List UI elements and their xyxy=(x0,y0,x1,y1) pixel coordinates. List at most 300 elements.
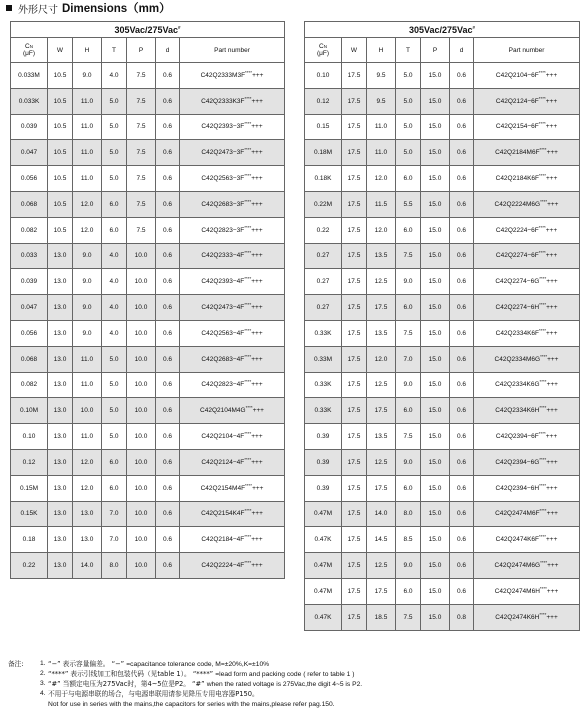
cell-h: 11.0 xyxy=(73,140,102,166)
cell-d: 0.6 xyxy=(450,191,474,217)
cell-w: 13.0 xyxy=(48,346,73,372)
cell-t: 8.0 xyxy=(396,501,421,527)
cell-h: 9.5 xyxy=(367,63,396,89)
cell-w: 10.5 xyxy=(48,217,73,243)
cell-d: 0.6 xyxy=(156,114,180,140)
cell-h: 11.0 xyxy=(73,424,102,450)
cell-h: 13.5 xyxy=(367,424,396,450)
cell-w: 10.5 xyxy=(48,114,73,140)
cell-t: 6.0 xyxy=(396,398,421,424)
cell-w: 17.5 xyxy=(342,501,367,527)
cell-d: 0.6 xyxy=(156,217,180,243)
table-row xyxy=(305,114,580,140)
table-row xyxy=(305,346,580,372)
cell-p: 15.0 xyxy=(421,475,450,501)
cell-w: 13.0 xyxy=(48,527,73,553)
cell-capacitance: 0.047 xyxy=(11,140,48,166)
cell-t: 5.0 xyxy=(396,63,421,89)
cell-capacitance: 0.056 xyxy=(11,166,48,192)
cell-part-number: C42Q2224−4F****+++ xyxy=(180,553,285,579)
cell-t: 8.0 xyxy=(102,553,127,579)
cell-t: 7.5 xyxy=(396,320,421,346)
table-row xyxy=(11,398,285,424)
cell-part-number: C42Q2394−6G****+++ xyxy=(474,449,580,475)
cell-t: 5.0 xyxy=(102,166,127,192)
cell-h: 9.0 xyxy=(73,269,102,295)
table-row xyxy=(11,243,285,269)
cell-part-number: C42Q2124−6F****+++ xyxy=(474,88,580,114)
cell-part-number: C42Q2274−6F****+++ xyxy=(474,243,580,269)
cell-capacitance: 0.10 xyxy=(11,424,48,450)
cell-t: 4.0 xyxy=(102,295,127,321)
cell-p: 10.0 xyxy=(127,295,156,321)
cell-part-number: C42Q2474K6H****+++ xyxy=(474,604,580,630)
table-row xyxy=(11,217,285,243)
cell-t: 9.0 xyxy=(396,553,421,579)
cell-h: 12.5 xyxy=(367,449,396,475)
note-item xyxy=(8,660,580,670)
cell-p: 15.0 xyxy=(421,553,450,579)
cell-capacitance: 0.12 xyxy=(305,88,342,114)
cell-h: 11.0 xyxy=(367,114,396,140)
cell-capacitance: 0.47M xyxy=(305,553,342,579)
square-bullet-icon xyxy=(6,5,12,11)
cell-capacitance: 0.47M xyxy=(305,501,342,527)
cell-t: 4.0 xyxy=(102,269,127,295)
col-header-w: W xyxy=(48,38,73,63)
cell-p: 7.5 xyxy=(127,217,156,243)
cell-h: 9.0 xyxy=(73,320,102,346)
cell-t: 5.0 xyxy=(102,140,127,166)
cell-h: 14.0 xyxy=(73,553,102,579)
cell-d: 0.6 xyxy=(156,191,180,217)
cell-t: 9.0 xyxy=(396,269,421,295)
cell-d: 0.6 xyxy=(450,295,474,321)
note-text: 不用于与电源串联的场合，与电源串联用请参见降压专用电容器P150。 xyxy=(48,689,259,698)
cell-h: 12.5 xyxy=(367,372,396,398)
cell-w: 17.5 xyxy=(342,553,367,579)
cell-h: 17.5 xyxy=(367,295,396,321)
cell-part-number: C42Q2224M6G****+++ xyxy=(474,191,580,217)
cell-t: 6.0 xyxy=(102,191,127,217)
cell-t: 6.0 xyxy=(396,295,421,321)
cell-h: 17.5 xyxy=(367,578,396,604)
cell-p: 10.0 xyxy=(127,346,156,372)
table-row xyxy=(11,424,285,450)
cell-capacitance: 0.47K xyxy=(305,527,342,553)
cell-p: 15.0 xyxy=(421,269,450,295)
col-header-w: W xyxy=(342,38,367,63)
cell-p: 15.0 xyxy=(421,578,450,604)
cell-w: 13.0 xyxy=(48,475,73,501)
cell-t: 7.0 xyxy=(102,501,127,527)
cell-w: 17.5 xyxy=(342,424,367,450)
cell-w: 13.0 xyxy=(48,398,73,424)
cell-w: 17.5 xyxy=(342,191,367,217)
cell-part-number: C42Q2333K3F****+++ xyxy=(180,88,285,114)
cell-w: 17.5 xyxy=(342,269,367,295)
note-number: 4. xyxy=(40,689,46,697)
table-row xyxy=(305,320,580,346)
cell-capacitance: 0.18M xyxy=(305,140,342,166)
cell-t: 6.0 xyxy=(102,449,127,475)
table-row xyxy=(305,295,580,321)
cell-w: 17.5 xyxy=(342,527,367,553)
cell-p: 15.0 xyxy=(421,398,450,424)
cell-p: 15.0 xyxy=(421,217,450,243)
cell-t: 6.0 xyxy=(396,578,421,604)
cell-d: 0.6 xyxy=(156,553,180,579)
table-row xyxy=(305,140,580,166)
cell-part-number: C42Q2154K4F****+++ xyxy=(180,501,285,527)
note-number: 1. xyxy=(40,660,46,667)
cell-d: 0.6 xyxy=(450,346,474,372)
cell-capacitance: 0.10M xyxy=(11,398,48,424)
cell-p: 7.5 xyxy=(127,63,156,89)
table-body xyxy=(11,63,285,579)
cell-d: 0.8 xyxy=(450,604,474,630)
cell-t: 5.5 xyxy=(396,191,421,217)
table-row xyxy=(11,114,285,140)
cell-part-number: C42Q2394−6F****+++ xyxy=(474,424,580,450)
cell-part-number: C42Q2154−6F****+++ xyxy=(474,114,580,140)
cell-w: 17.5 xyxy=(342,243,367,269)
notes-label: 备注: xyxy=(8,660,24,668)
cell-w: 10.5 xyxy=(48,140,73,166)
cell-part-number: C42Q2104−6F****+++ xyxy=(474,63,580,89)
cell-d: 0.6 xyxy=(156,243,180,269)
cell-h: 13.0 xyxy=(73,501,102,527)
cell-d: 0.6 xyxy=(450,449,474,475)
cell-part-number: C42Q2394−6H****+++ xyxy=(474,475,580,501)
cell-d: 0.6 xyxy=(156,527,180,553)
table-row xyxy=(305,166,580,192)
cell-w: 17.5 xyxy=(342,398,367,424)
table-row xyxy=(11,191,285,217)
cell-capacitance: 0.22 xyxy=(11,553,48,579)
cell-w: 13.0 xyxy=(48,320,73,346)
cell-p: 7.5 xyxy=(127,140,156,166)
col-header-capacitance: CN (μF) xyxy=(11,38,48,63)
cell-d: 0.6 xyxy=(156,424,180,450)
cell-part-number: C42Q2184−4F****+++ xyxy=(180,527,285,553)
heading-en: Dimensions（mm） xyxy=(62,3,171,15)
cell-p: 10.0 xyxy=(127,424,156,450)
cell-h: 9.0 xyxy=(73,295,102,321)
cell-h: 12.0 xyxy=(73,475,102,501)
cell-part-number: C42Q2184K6F****+++ xyxy=(474,166,580,192)
cell-part-number: C42Q2393−3F****+++ xyxy=(180,114,285,140)
cell-t: 6.0 xyxy=(102,217,127,243)
cell-p: 15.0 xyxy=(421,191,450,217)
table-row xyxy=(11,63,285,89)
cell-part-number: C42Q2104−4F****+++ xyxy=(180,424,285,450)
cell-capacitance: 0.033M xyxy=(11,63,48,89)
cell-part-number: C42Q2334K6H****+++ xyxy=(474,398,580,424)
cell-part-number: C42Q2473−3F****+++ xyxy=(180,140,285,166)
col-header-capacitance: CN (μF) xyxy=(305,38,342,63)
cell-capacitance: 0.33K xyxy=(305,320,342,346)
cell-d: 0.6 xyxy=(156,140,180,166)
cell-t: 6.0 xyxy=(396,475,421,501)
cell-p: 7.5 xyxy=(127,166,156,192)
table-row xyxy=(305,269,580,295)
cell-w: 17.5 xyxy=(342,604,367,630)
cell-t: 7.5 xyxy=(396,243,421,269)
cell-capacitance: 0.33K xyxy=(305,372,342,398)
cell-w: 13.0 xyxy=(48,243,73,269)
cell-p: 15.0 xyxy=(421,63,450,89)
cell-part-number: C42Q2563−4F****+++ xyxy=(180,320,285,346)
cell-d: 0.6 xyxy=(450,88,474,114)
cell-t: 6.0 xyxy=(102,475,127,501)
cell-t: 5.0 xyxy=(396,114,421,140)
cell-p: 15.0 xyxy=(421,88,450,114)
cell-part-number: C42Q2333M3F****+++ xyxy=(180,63,285,89)
cell-part-number: C42Q2393−4F****+++ xyxy=(180,269,285,295)
cell-part-number: C42Q2474M6G****+++ xyxy=(474,553,580,579)
cell-w: 17.5 xyxy=(342,320,367,346)
cell-capacitance: 0.033K xyxy=(11,88,48,114)
table-row xyxy=(11,553,285,579)
cell-w: 13.0 xyxy=(48,269,73,295)
col-header-t: T xyxy=(102,38,127,63)
cell-p: 10.0 xyxy=(127,553,156,579)
dimensions-table-left xyxy=(10,21,285,579)
table-row xyxy=(11,269,285,295)
table-title: 305Vac/275Vac# xyxy=(11,22,285,38)
cell-p: 15.0 xyxy=(421,346,450,372)
cell-part-number: C42Q2104M4G****+++ xyxy=(180,398,285,424)
cell-capacitance: 0.068 xyxy=(11,346,48,372)
table-row xyxy=(11,372,285,398)
cell-part-number: C42Q2474M6F****+++ xyxy=(474,501,580,527)
cell-p: 10.0 xyxy=(127,269,156,295)
cell-part-number: C42Q2334K6F****+++ xyxy=(474,320,580,346)
table-row xyxy=(305,88,580,114)
cell-d: 0.6 xyxy=(450,269,474,295)
cell-t: 5.0 xyxy=(102,398,127,424)
cell-t: 7.0 xyxy=(102,527,127,553)
cell-p: 10.0 xyxy=(127,475,156,501)
cell-capacitance: 0.39 xyxy=(305,449,342,475)
col-header-part-number: Part number xyxy=(474,38,580,63)
col-header-d: d xyxy=(156,38,180,63)
table-row xyxy=(305,578,580,604)
cell-h: 11.0 xyxy=(73,372,102,398)
cell-part-number: C42Q2823−4F****+++ xyxy=(180,372,285,398)
table-row xyxy=(11,475,285,501)
cell-part-number: C42Q2563−3F****+++ xyxy=(180,166,285,192)
cell-p: 15.0 xyxy=(421,166,450,192)
cell-p: 10.0 xyxy=(127,372,156,398)
table-row xyxy=(11,527,285,553)
cell-part-number: C42Q2683−3F****+++ xyxy=(180,191,285,217)
cell-d: 0.6 xyxy=(156,166,180,192)
cell-w: 17.5 xyxy=(342,88,367,114)
cell-h: 10.0 xyxy=(73,398,102,424)
cell-part-number: C42Q2333−4F****+++ xyxy=(180,243,285,269)
cell-capacitance: 0.22 xyxy=(305,217,342,243)
cell-d: 0.6 xyxy=(156,88,180,114)
cell-d: 0.6 xyxy=(450,243,474,269)
cell-t: 4.0 xyxy=(102,243,127,269)
cell-h: 11.0 xyxy=(73,346,102,372)
cell-h: 11.0 xyxy=(367,140,396,166)
col-header-h: H xyxy=(73,38,102,63)
cell-h: 12.0 xyxy=(73,191,102,217)
cell-w: 10.5 xyxy=(48,166,73,192)
cell-part-number: C42Q2224−6F****+++ xyxy=(474,217,580,243)
cell-p: 10.0 xyxy=(127,449,156,475)
cell-w: 13.0 xyxy=(48,295,73,321)
cell-t: 6.0 xyxy=(396,217,421,243)
cell-p: 7.5 xyxy=(127,191,156,217)
cell-h: 12.0 xyxy=(367,217,396,243)
cell-h: 13.5 xyxy=(367,243,396,269)
cell-t: 5.0 xyxy=(396,140,421,166)
table-row xyxy=(11,449,285,475)
cell-w: 17.5 xyxy=(342,217,367,243)
cell-d: 0.6 xyxy=(450,320,474,346)
cell-part-number: C42Q2474M6H****+++ xyxy=(474,578,580,604)
cell-capacitance: 0.47M xyxy=(305,578,342,604)
cell-capacitance: 0.47K xyxy=(305,604,342,630)
cell-t: 4.0 xyxy=(102,63,127,89)
cell-capacitance: 0.15M xyxy=(11,475,48,501)
table-row xyxy=(305,63,580,89)
cell-w: 17.5 xyxy=(342,372,367,398)
cell-part-number: C42Q2474K6F****+++ xyxy=(474,527,580,553)
cell-t: 5.0 xyxy=(102,346,127,372)
section-heading xyxy=(6,1,171,15)
cell-p: 7.5 xyxy=(127,88,156,114)
table-row xyxy=(11,88,285,114)
cell-part-number: C42Q2473−4F****+++ xyxy=(180,295,285,321)
cell-h: 12.0 xyxy=(73,217,102,243)
cell-d: 0.6 xyxy=(156,398,180,424)
cell-h: 17.5 xyxy=(367,475,396,501)
notes-label xyxy=(8,690,40,700)
cell-w: 17.5 xyxy=(342,346,367,372)
cell-w: 10.5 xyxy=(48,63,73,89)
cell-h: 12.0 xyxy=(367,346,396,372)
cell-p: 15.0 xyxy=(421,320,450,346)
note-number: 2. xyxy=(40,669,46,677)
table-row xyxy=(305,372,580,398)
cell-w: 17.5 xyxy=(342,578,367,604)
cell-d: 0.6 xyxy=(450,501,474,527)
cell-capacitance: 0.27 xyxy=(305,243,342,269)
cell-h: 11.5 xyxy=(367,191,396,217)
cell-p: 10.0 xyxy=(127,527,156,553)
cell-p: 15.0 xyxy=(421,501,450,527)
cell-capacitance: 0.33M xyxy=(305,346,342,372)
cell-capacitance: 0.056 xyxy=(11,320,48,346)
cell-p: 15.0 xyxy=(421,604,450,630)
cell-d: 0.6 xyxy=(156,475,180,501)
cell-t: 7.0 xyxy=(396,346,421,372)
cell-p: 15.0 xyxy=(421,449,450,475)
cell-p: 7.5 xyxy=(127,114,156,140)
cell-d: 0.6 xyxy=(450,398,474,424)
cell-p: 15.0 xyxy=(421,372,450,398)
cell-p: 10.0 xyxy=(127,501,156,527)
cell-d: 0.6 xyxy=(156,269,180,295)
notes-label xyxy=(8,680,40,690)
cell-p: 15.0 xyxy=(421,424,450,450)
table-row xyxy=(305,398,580,424)
cell-w: 13.0 xyxy=(48,372,73,398)
cell-d: 0.6 xyxy=(450,424,474,450)
cell-d: 0.6 xyxy=(156,501,180,527)
cell-p: 15.0 xyxy=(421,140,450,166)
cell-t: 5.0 xyxy=(102,88,127,114)
cell-d: 0.6 xyxy=(450,578,474,604)
cell-h: 12.5 xyxy=(367,553,396,579)
cell-capacitance: 0.18K xyxy=(305,166,342,192)
cell-capacitance: 0.10 xyxy=(305,63,342,89)
cell-d: 0.6 xyxy=(156,372,180,398)
note-text: “****” 表示引线加工和包装代码（见table 1）。 “****” =lead form and packing code ( refer to table 1 ) xyxy=(48,669,355,678)
cell-capacitance: 0.12 xyxy=(11,449,48,475)
table-body xyxy=(305,63,580,631)
cell-d: 0.6 xyxy=(450,527,474,553)
cell-h: 12.0 xyxy=(73,449,102,475)
cell-capacitance: 0.22M xyxy=(305,191,342,217)
cell-h: 11.0 xyxy=(73,166,102,192)
cell-part-number: C42Q2184M6F****+++ xyxy=(474,140,580,166)
cell-capacitance: 0.15K xyxy=(11,501,48,527)
note-text: Not for use in series with the mains,the capacitors for series with the mains,please refer pag.150. xyxy=(48,700,335,708)
cell-t: 7.5 xyxy=(396,604,421,630)
table-title: 305Vac/275Vac# xyxy=(305,22,580,38)
cell-t: 8.5 xyxy=(396,527,421,553)
table-row xyxy=(305,501,580,527)
cell-part-number: C42Q2274−6H****+++ xyxy=(474,295,580,321)
notes-label xyxy=(8,670,40,680)
cell-d: 0.6 xyxy=(156,63,180,89)
cell-w: 10.5 xyxy=(48,88,73,114)
cell-h: 13.5 xyxy=(367,320,396,346)
col-header-h: H xyxy=(367,38,396,63)
table-row xyxy=(11,346,285,372)
table-row xyxy=(305,553,580,579)
col-header-d: d xyxy=(450,38,474,63)
cell-t: 9.0 xyxy=(396,449,421,475)
cell-d: 0.6 xyxy=(156,449,180,475)
cell-part-number: C42Q2154M4F****+++ xyxy=(180,475,285,501)
cell-d: 0.6 xyxy=(450,114,474,140)
cell-h: 9.5 xyxy=(367,88,396,114)
cell-p: 10.0 xyxy=(127,398,156,424)
cell-t: 5.0 xyxy=(102,114,127,140)
table-row xyxy=(11,501,285,527)
cell-w: 17.5 xyxy=(342,63,367,89)
cell-d: 0.6 xyxy=(450,140,474,166)
cell-d: 0.6 xyxy=(156,295,180,321)
note-text: “−” 表示容量偏差。 “−” =capacitance tolerance code, M=±20%,K=±10% xyxy=(48,660,270,668)
cell-h: 18.5 xyxy=(367,604,396,630)
table-row xyxy=(305,243,580,269)
cell-w: 17.5 xyxy=(342,114,367,140)
cell-part-number: C42Q2274−6G****+++ xyxy=(474,269,580,295)
table-row xyxy=(305,527,580,553)
cell-p: 15.0 xyxy=(421,114,450,140)
cell-t: 5.0 xyxy=(102,372,127,398)
col-header-p: P xyxy=(127,38,156,63)
cell-h: 12.0 xyxy=(367,166,396,192)
